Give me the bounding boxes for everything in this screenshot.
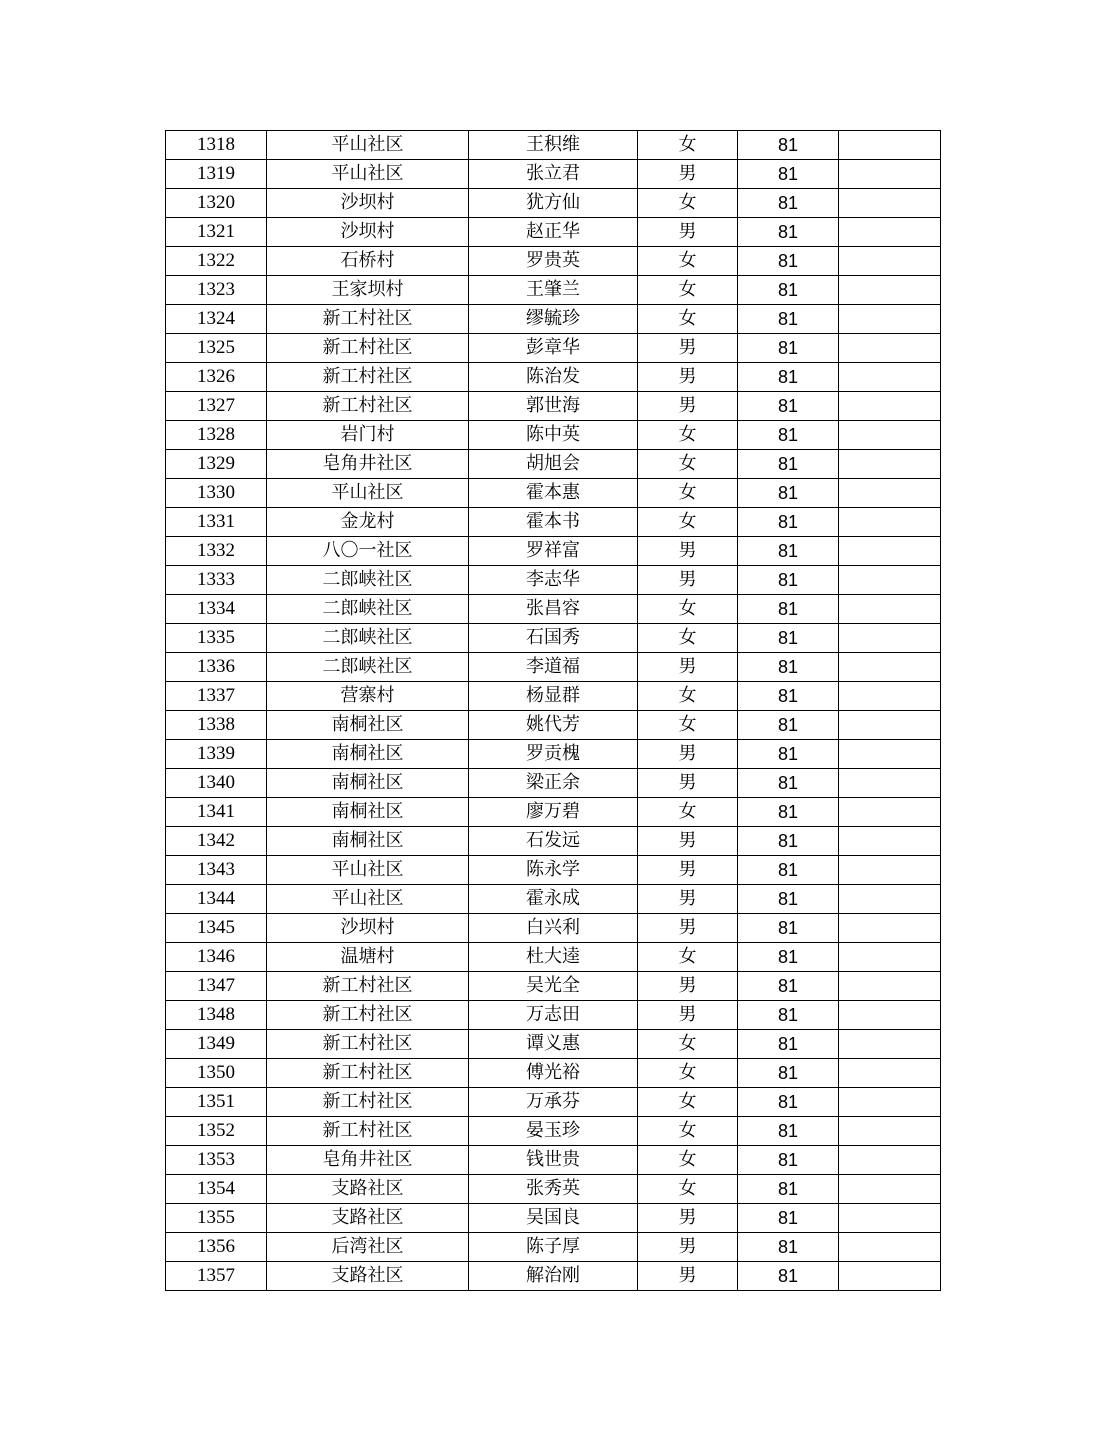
- cell-remark: [839, 856, 941, 885]
- cell-person-name: 傅光裕: [469, 1059, 638, 1088]
- table-row: [166, 450, 941, 479]
- cell-person-name: 王肇兰: [469, 276, 638, 305]
- table-row: [166, 1117, 941, 1146]
- cell-gender: 女: [638, 276, 738, 305]
- cell-gender: 男: [638, 914, 738, 943]
- cell-gender: 女: [638, 1030, 738, 1059]
- cell-serial-number: 1344: [166, 885, 267, 914]
- cell-remark: [839, 508, 941, 537]
- table-row: [166, 914, 941, 943]
- cell-gender: 女: [638, 1117, 738, 1146]
- cell-age: 81: [738, 624, 839, 653]
- cell-person-name: 谭义惠: [469, 1030, 638, 1059]
- cell-remark: [839, 218, 941, 247]
- cell-age: 81: [738, 1117, 839, 1146]
- cell-community: 平山社区: [267, 479, 469, 508]
- table-row: [166, 131, 941, 160]
- cell-gender: 男: [638, 566, 738, 595]
- table-row: [166, 508, 941, 537]
- cell-serial-number: 1333: [166, 566, 267, 595]
- cell-remark: [839, 914, 941, 943]
- cell-person-name: 李道福: [469, 653, 638, 682]
- cell-community: 后湾社区: [267, 1233, 469, 1262]
- cell-serial-number: 1343: [166, 856, 267, 885]
- table-row: [166, 740, 941, 769]
- cell-community: 新工村社区: [267, 1088, 469, 1117]
- cell-person-name: 万承芬: [469, 1088, 638, 1117]
- cell-remark: [839, 334, 941, 363]
- cell-remark: [839, 885, 941, 914]
- cell-remark: [839, 479, 941, 508]
- cell-person-name: 杨显群: [469, 682, 638, 711]
- cell-person-name: 杜大逵: [469, 943, 638, 972]
- cell-serial-number: 1337: [166, 682, 267, 711]
- cell-person-name: 吴国良: [469, 1204, 638, 1233]
- cell-community: 二郎峡社区: [267, 566, 469, 595]
- cell-age: 81: [738, 1175, 839, 1204]
- cell-age: 81: [738, 856, 839, 885]
- cell-person-name: 万志田: [469, 1001, 638, 1030]
- cell-remark: [839, 1001, 941, 1030]
- cell-gender: 女: [638, 1146, 738, 1175]
- cell-age: 81: [738, 189, 839, 218]
- cell-gender: 女: [638, 508, 738, 537]
- roster-table: [165, 130, 941, 1291]
- cell-community: 新工村社区: [267, 334, 469, 363]
- cell-person-name: 陈子厚: [469, 1233, 638, 1262]
- cell-age: 81: [738, 392, 839, 421]
- cell-community: 南桐社区: [267, 711, 469, 740]
- cell-age: 81: [738, 421, 839, 450]
- cell-person-name: 陈中英: [469, 421, 638, 450]
- cell-age: 81: [738, 740, 839, 769]
- cell-serial-number: 1330: [166, 479, 267, 508]
- cell-age: 81: [738, 363, 839, 392]
- cell-serial-number: 1334: [166, 595, 267, 624]
- cell-community: 八〇一社区: [267, 537, 469, 566]
- cell-serial-number: 1345: [166, 914, 267, 943]
- cell-gender: 女: [638, 682, 738, 711]
- table-row: [166, 1233, 941, 1262]
- cell-serial-number: 1354: [166, 1175, 267, 1204]
- cell-remark: [839, 972, 941, 1001]
- cell-remark: [839, 1175, 941, 1204]
- cell-person-name: 吴光全: [469, 972, 638, 1001]
- cell-person-name: 赵正华: [469, 218, 638, 247]
- cell-remark: [839, 160, 941, 189]
- cell-gender: 男: [638, 334, 738, 363]
- cell-serial-number: 1331: [166, 508, 267, 537]
- table-row: [166, 1030, 941, 1059]
- cell-age: 81: [738, 1088, 839, 1117]
- cell-serial-number: 1326: [166, 363, 267, 392]
- cell-community: 平山社区: [267, 856, 469, 885]
- cell-gender: 女: [638, 305, 738, 334]
- cell-remark: [839, 1262, 941, 1291]
- cell-remark: [839, 1117, 941, 1146]
- table-row: [166, 653, 941, 682]
- cell-community: 南桐社区: [267, 827, 469, 856]
- cell-community: 新工村社区: [267, 392, 469, 421]
- cell-community: 二郎峡社区: [267, 595, 469, 624]
- cell-person-name: 彭章华: [469, 334, 638, 363]
- cell-remark: [839, 363, 941, 392]
- cell-gender: 女: [638, 131, 738, 160]
- cell-remark: [839, 682, 941, 711]
- cell-age: 81: [738, 1233, 839, 1262]
- cell-remark: [839, 740, 941, 769]
- cell-age: 81: [738, 1001, 839, 1030]
- table-row: [166, 1088, 941, 1117]
- table-row: [166, 160, 941, 189]
- cell-serial-number: 1352: [166, 1117, 267, 1146]
- cell-serial-number: 1349: [166, 1030, 267, 1059]
- cell-remark: [839, 566, 941, 595]
- cell-age: 81: [738, 276, 839, 305]
- cell-serial-number: 1324: [166, 305, 267, 334]
- cell-gender: 男: [638, 537, 738, 566]
- cell-community: 新工村社区: [267, 1001, 469, 1030]
- table-row: [166, 972, 941, 1001]
- cell-age: 81: [738, 160, 839, 189]
- table-row: [166, 1059, 941, 1088]
- cell-community: 新工村社区: [267, 1059, 469, 1088]
- table-row: [166, 769, 941, 798]
- cell-remark: [839, 1030, 941, 1059]
- table-row: [166, 392, 941, 421]
- cell-community: 支路社区: [267, 1204, 469, 1233]
- cell-remark: [839, 537, 941, 566]
- cell-community: 新工村社区: [267, 363, 469, 392]
- cell-community: 平山社区: [267, 160, 469, 189]
- cell-age: 81: [738, 798, 839, 827]
- cell-gender: 女: [638, 711, 738, 740]
- cell-age: 81: [738, 566, 839, 595]
- cell-gender: 女: [638, 479, 738, 508]
- cell-gender: 男: [638, 827, 738, 856]
- table-row: [166, 537, 941, 566]
- cell-person-name: 李志华: [469, 566, 638, 595]
- cell-age: 81: [738, 334, 839, 363]
- table-row: [166, 1001, 941, 1030]
- cell-community: 新工村社区: [267, 1117, 469, 1146]
- cell-remark: [839, 305, 941, 334]
- cell-person-name: 白兴利: [469, 914, 638, 943]
- table-row: [166, 856, 941, 885]
- cell-person-name: 霍永成: [469, 885, 638, 914]
- table-row: [166, 711, 941, 740]
- cell-gender: 女: [638, 1088, 738, 1117]
- cell-serial-number: 1318: [166, 131, 267, 160]
- cell-remark: [839, 653, 941, 682]
- cell-serial-number: 1347: [166, 972, 267, 1001]
- cell-age: 81: [738, 1262, 839, 1291]
- table-row: [166, 334, 941, 363]
- cell-gender: 男: [638, 1204, 738, 1233]
- cell-remark: [839, 392, 941, 421]
- cell-community: 营寨村: [267, 682, 469, 711]
- cell-community: 平山社区: [267, 131, 469, 160]
- cell-community: 南桐社区: [267, 798, 469, 827]
- table-row: [166, 218, 941, 247]
- cell-gender: 男: [638, 740, 738, 769]
- cell-age: 81: [738, 450, 839, 479]
- cell-person-name: 姚代芳: [469, 711, 638, 740]
- cell-remark: [839, 189, 941, 218]
- cell-community: 岩门村: [267, 421, 469, 450]
- table-row: [166, 1262, 941, 1291]
- table-row: [166, 1204, 941, 1233]
- cell-gender: 女: [638, 450, 738, 479]
- cell-remark: [839, 421, 941, 450]
- cell-community: 沙坝村: [267, 914, 469, 943]
- cell-remark: [839, 798, 941, 827]
- cell-gender: 女: [638, 624, 738, 653]
- cell-person-name: 张立君: [469, 160, 638, 189]
- cell-person-name: 张昌容: [469, 595, 638, 624]
- cell-age: 81: [738, 682, 839, 711]
- cell-gender: 女: [638, 247, 738, 276]
- cell-person-name: 霍本惠: [469, 479, 638, 508]
- table-row: [166, 247, 941, 276]
- cell-gender: 男: [638, 392, 738, 421]
- cell-remark: [839, 943, 941, 972]
- cell-community: 支路社区: [267, 1262, 469, 1291]
- cell-gender: 男: [638, 885, 738, 914]
- cell-person-name: 王积维: [469, 131, 638, 160]
- cell-remark: [839, 827, 941, 856]
- table-row: [166, 595, 941, 624]
- table-row: [166, 305, 941, 334]
- cell-person-name: 罗贵英: [469, 247, 638, 276]
- cell-person-name: 解治刚: [469, 1262, 638, 1291]
- cell-community: 沙坝村: [267, 189, 469, 218]
- cell-person-name: 霍本书: [469, 508, 638, 537]
- cell-remark: [839, 1146, 941, 1175]
- cell-remark: [839, 595, 941, 624]
- cell-serial-number: 1355: [166, 1204, 267, 1233]
- cell-community: 温塘村: [267, 943, 469, 972]
- cell-community: 新工村社区: [267, 1030, 469, 1059]
- cell-community: 沙坝村: [267, 218, 469, 247]
- cell-age: 81: [738, 914, 839, 943]
- cell-serial-number: 1351: [166, 1088, 267, 1117]
- cell-person-name: 缪毓珍: [469, 305, 638, 334]
- cell-serial-number: 1322: [166, 247, 267, 276]
- cell-person-name: 廖万碧: [469, 798, 638, 827]
- cell-age: 81: [738, 943, 839, 972]
- cell-gender: 女: [638, 595, 738, 624]
- cell-gender: 男: [638, 856, 738, 885]
- cell-age: 81: [738, 769, 839, 798]
- cell-serial-number: 1328: [166, 421, 267, 450]
- cell-serial-number: 1335: [166, 624, 267, 653]
- cell-age: 81: [738, 1030, 839, 1059]
- cell-remark: [839, 450, 941, 479]
- cell-community: 平山社区: [267, 885, 469, 914]
- cell-age: 81: [738, 1146, 839, 1175]
- table-row: [166, 682, 941, 711]
- cell-age: 81: [738, 972, 839, 1001]
- cell-remark: [839, 276, 941, 305]
- cell-age: 81: [738, 827, 839, 856]
- cell-person-name: 犹方仙: [469, 189, 638, 218]
- table-row: [166, 566, 941, 595]
- cell-person-name: 罗贡槐: [469, 740, 638, 769]
- cell-serial-number: 1321: [166, 218, 267, 247]
- cell-remark: [839, 1059, 941, 1088]
- cell-remark: [839, 131, 941, 160]
- cell-remark: [839, 624, 941, 653]
- cell-gender: 男: [638, 972, 738, 1001]
- table-row: [166, 827, 941, 856]
- cell-person-name: 石发远: [469, 827, 638, 856]
- table-row: [166, 624, 941, 653]
- cell-age: 81: [738, 653, 839, 682]
- cell-community: 石桥村: [267, 247, 469, 276]
- cell-serial-number: 1348: [166, 1001, 267, 1030]
- cell-person-name: 钱世贵: [469, 1146, 638, 1175]
- cell-serial-number: 1319: [166, 160, 267, 189]
- cell-community: 皂角井社区: [267, 450, 469, 479]
- cell-serial-number: 1341: [166, 798, 267, 827]
- cell-gender: 男: [638, 363, 738, 392]
- cell-age: 81: [738, 131, 839, 160]
- cell-serial-number: 1336: [166, 653, 267, 682]
- cell-age: 81: [738, 247, 839, 276]
- cell-person-name: 胡旭会: [469, 450, 638, 479]
- cell-gender: 女: [638, 1059, 738, 1088]
- cell-gender: 女: [638, 1175, 738, 1204]
- cell-gender: 女: [638, 189, 738, 218]
- cell-gender: 男: [638, 160, 738, 189]
- cell-age: 81: [738, 537, 839, 566]
- cell-serial-number: 1353: [166, 1146, 267, 1175]
- cell-community: 新工村社区: [267, 305, 469, 334]
- cell-serial-number: 1323: [166, 276, 267, 305]
- cell-gender: 男: [638, 653, 738, 682]
- cell-gender: 男: [638, 1233, 738, 1262]
- cell-person-name: 梁正余: [469, 769, 638, 798]
- cell-community: 新工村社区: [267, 972, 469, 1001]
- cell-gender: 女: [638, 798, 738, 827]
- cell-community: 皂角井社区: [267, 1146, 469, 1175]
- roster-table-body: [166, 131, 941, 1291]
- cell-person-name: 张秀英: [469, 1175, 638, 1204]
- cell-remark: [839, 1088, 941, 1117]
- cell-person-name: 陈永学: [469, 856, 638, 885]
- cell-serial-number: 1327: [166, 392, 267, 421]
- cell-age: 81: [738, 1204, 839, 1233]
- cell-serial-number: 1338: [166, 711, 267, 740]
- cell-person-name: 晏玉珍: [469, 1117, 638, 1146]
- table-row: [166, 1175, 941, 1204]
- table-row: [166, 421, 941, 450]
- table-row: [166, 885, 941, 914]
- table-row: [166, 943, 941, 972]
- cell-gender: 女: [638, 943, 738, 972]
- cell-serial-number: 1350: [166, 1059, 267, 1088]
- cell-person-name: 罗祥富: [469, 537, 638, 566]
- table-row: [166, 363, 941, 392]
- cell-remark: [839, 1204, 941, 1233]
- cell-person-name: 石国秀: [469, 624, 638, 653]
- cell-serial-number: 1320: [166, 189, 267, 218]
- cell-remark: [839, 247, 941, 276]
- cell-remark: [839, 1233, 941, 1262]
- table-row: [166, 1146, 941, 1175]
- cell-community: 南桐社区: [267, 740, 469, 769]
- cell-age: 81: [738, 508, 839, 537]
- cell-serial-number: 1357: [166, 1262, 267, 1291]
- cell-age: 81: [738, 218, 839, 247]
- cell-community: 南桐社区: [267, 769, 469, 798]
- cell-person-name: 郭世海: [469, 392, 638, 421]
- cell-remark: [839, 711, 941, 740]
- cell-age: 81: [738, 595, 839, 624]
- cell-gender: 男: [638, 1001, 738, 1030]
- table-row: [166, 798, 941, 827]
- cell-gender: 女: [638, 421, 738, 450]
- cell-community: 支路社区: [267, 1175, 469, 1204]
- cell-serial-number: 1340: [166, 769, 267, 798]
- cell-remark: [839, 769, 941, 798]
- cell-serial-number: 1329: [166, 450, 267, 479]
- table-row: [166, 189, 941, 218]
- cell-age: 81: [738, 479, 839, 508]
- cell-serial-number: 1325: [166, 334, 267, 363]
- cell-community: 二郎峡社区: [267, 624, 469, 653]
- cell-gender: 男: [638, 218, 738, 247]
- cell-serial-number: 1342: [166, 827, 267, 856]
- cell-age: 81: [738, 1059, 839, 1088]
- cell-community: 金龙村: [267, 508, 469, 537]
- cell-age: 81: [738, 711, 839, 740]
- cell-serial-number: 1339: [166, 740, 267, 769]
- cell-gender: 男: [638, 769, 738, 798]
- cell-serial-number: 1346: [166, 943, 267, 972]
- cell-person-name: 陈治发: [469, 363, 638, 392]
- table-row: [166, 479, 941, 508]
- table-row: [166, 276, 941, 305]
- cell-community: 王家坝村: [267, 276, 469, 305]
- cell-community: 二郎峡社区: [267, 653, 469, 682]
- cell-gender: 男: [638, 1262, 738, 1291]
- cell-age: 81: [738, 885, 839, 914]
- cell-age: 81: [738, 305, 839, 334]
- cell-serial-number: 1356: [166, 1233, 267, 1262]
- cell-serial-number: 1332: [166, 537, 267, 566]
